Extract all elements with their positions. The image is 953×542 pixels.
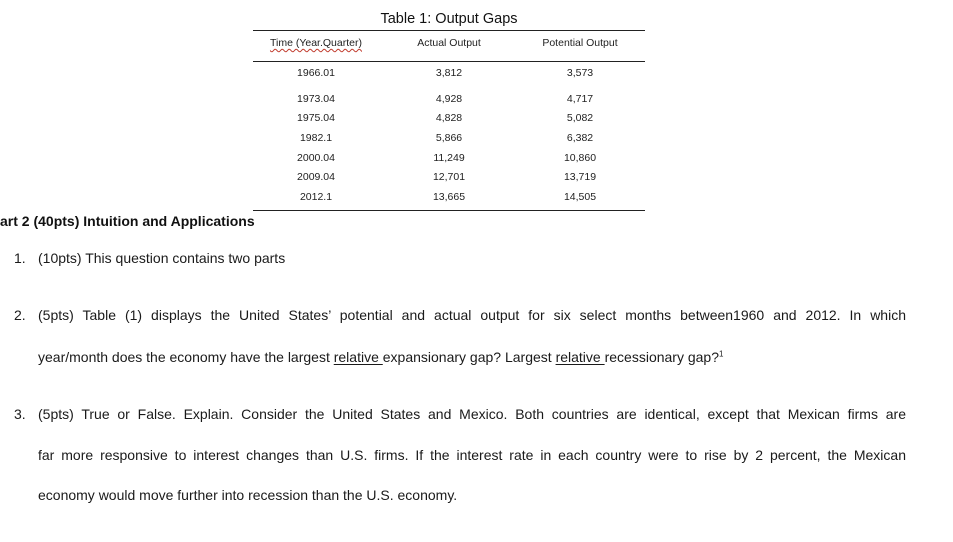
question-2-text-b: expansionary gap? Largest bbox=[382, 349, 556, 365]
cell-time: 2009.04 bbox=[297, 171, 335, 183]
cell-time: 1975.04 bbox=[297, 112, 335, 124]
cell-actual: 13,665 bbox=[432, 191, 466, 203]
column-header-time-text: Time (Year.Quarter) bbox=[269, 37, 362, 49]
cell-potential: 14,505 bbox=[563, 191, 597, 203]
question-2-line-2 bbox=[38, 349, 723, 365]
question-3-line-2: far more responsive to interest changes than U.S. firms. If the interest rate in each country were to rise by 2 percent, the Mexican bbox=[38, 447, 906, 463]
question-2-text-a: year/month does the economy have the largest bbox=[38, 349, 334, 365]
question-2-underline-relative-2: relative bbox=[555, 349, 605, 365]
cell-time: 1966.01 bbox=[297, 67, 335, 79]
cell-time: 1973.04 bbox=[297, 93, 335, 105]
footnote-marker[interactable]: 1 bbox=[719, 349, 724, 359]
cell-actual: 11,249 bbox=[433, 152, 465, 164]
cell-potential: 6,382 bbox=[566, 132, 594, 144]
cell-potential: 13,719 bbox=[563, 171, 597, 183]
cell-potential: 3,573 bbox=[566, 67, 594, 79]
table-header-rule bbox=[253, 61, 645, 62]
question-2-line-1: (5pts) Table (1) displays the United States’ potential and actual output for six select months between1960 and 2012. In which bbox=[38, 307, 906, 323]
question-3-line-3: economy would move further into recession than the U.S. economy. bbox=[38, 487, 458, 503]
cell-actual: 4,828 bbox=[435, 112, 463, 124]
question-2-text-c: recessionary gap? bbox=[604, 349, 719, 365]
part-heading: art 2 (40pts) Intuition and Applications bbox=[0, 213, 255, 229]
question-3-line-1: (5pts) True or False. Explain. Consider the United States and Mexico. Both countries are identical, except that Mexican firms are bbox=[38, 406, 906, 422]
column-header-time bbox=[253, 37, 379, 49]
cell-potential: 4,717 bbox=[566, 93, 594, 105]
cell-actual: 5,866 bbox=[435, 132, 463, 144]
cell-potential: 10,860 bbox=[563, 152, 597, 164]
table-bottom-rule bbox=[253, 210, 645, 211]
column-header-actual: Actual Output bbox=[417, 37, 481, 49]
cell-actual: 12,701 bbox=[432, 171, 466, 183]
cell-actual: 4,928 bbox=[435, 93, 463, 105]
cell-time: 2012.1 bbox=[299, 191, 333, 203]
question-2-underline-relative-1: relative bbox=[333, 349, 383, 365]
question-1-text: (10pts) This question contains two parts bbox=[38, 250, 286, 266]
cell-actual: 3,812 bbox=[435, 67, 463, 79]
question-3-number: 3. bbox=[14, 406, 26, 422]
cell-potential: 5,082 bbox=[566, 112, 594, 124]
cell-time: 1982.1 bbox=[299, 132, 333, 144]
cell-time: 2000.04 bbox=[297, 152, 335, 164]
column-header-potential: Potential Output bbox=[542, 37, 618, 49]
table-caption: Table 1: Output Gaps bbox=[380, 11, 518, 27]
table-top-rule bbox=[253, 30, 645, 31]
question-2-number: 2. bbox=[14, 307, 26, 323]
question-1-number: 1. bbox=[14, 250, 26, 266]
